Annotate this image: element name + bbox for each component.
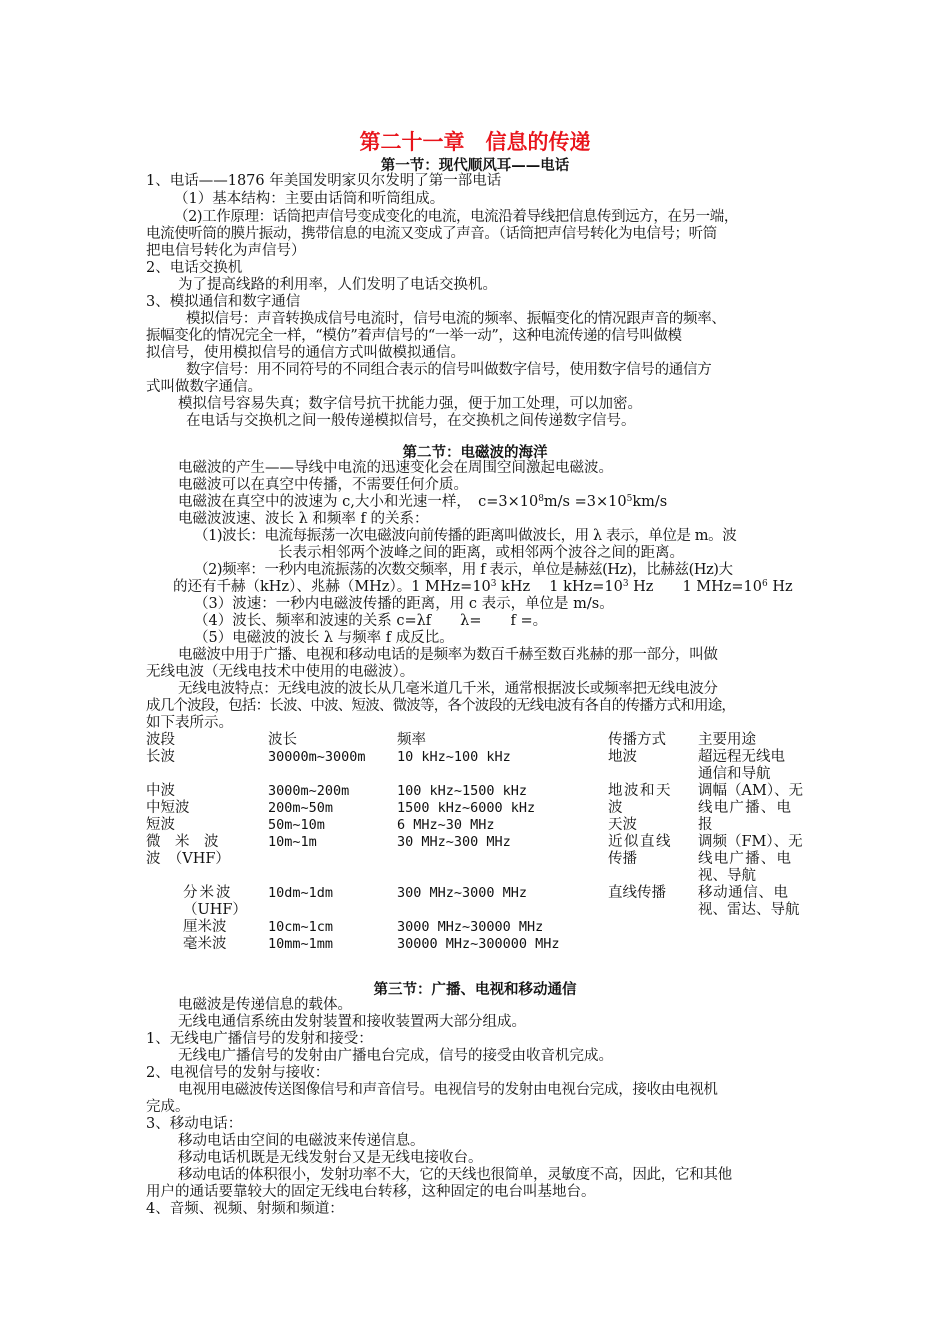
table-cell: 10cm~1cm [268,919,334,935]
table-cell: 50m~10m [268,817,325,833]
table-header: 频率 [397,732,426,748]
section-2-heading: 第二节：电磁波的海洋 [402,445,548,461]
table-cell: 地波和天 [608,783,672,799]
s1-line: 为了提高线路的利用率，人们发明了电话交换机。 [178,277,497,293]
table-cell: 视、导航 [698,868,756,884]
s1-line: 振幅变化的情况完全一样，“模仿”着声信号的“一举一动”，这种电流传递的信号叫做模 [146,328,682,344]
s3-line: 1、无线电广播信号的发射和接受： [146,1031,373,1047]
table-cell: （UHF） [183,902,247,918]
table-cell: 线电广播、电 [698,851,793,867]
s3-line: 4、音频、视频、射频和频道： [146,1201,344,1217]
table-cell: 30000m~3000m [268,749,366,765]
s2-line: 无线电波特点：无线电波的波长从几毫米道几千米，通常根据波长或频率把无线电波分 [178,681,718,697]
s2-line: （1)波长：电流每振荡一次电磁波向前传播的距离叫做波长，用 λ 表示，单位是 m。波 [194,528,737,544]
table-header: 波长 [268,732,297,748]
s3-line: 3、移动电话： [146,1116,243,1132]
table-cell: 地波 [608,749,637,765]
table-cell: 中短波 [146,800,190,816]
s3-line: 无线电广播信号的发射由广播电台完成，信号的接受由收音机完成。 [178,1048,613,1064]
s3-line: 无线电通信系统由发射装置和接收装置两大部分组成。 [178,1014,526,1030]
s1-line: 在电话与交换机之间一般传递模拟信号，在交换机之间传递数字信号。 [186,413,636,429]
table-cell: 调频（FM）、无 [698,834,803,850]
table-cell: 3000m~200m [268,783,350,799]
s1-line: 拟信号，使用模拟信号的通信方式叫做模拟通信。 [146,345,465,361]
table-cell: 100 kHz~1500 kHz [397,783,528,799]
table-cell: 调幅（AM）、无 [698,783,804,799]
s3-line: 2、电视信号的发射与接收： [146,1065,330,1081]
s1-line: 模拟信号容易失真；数字信号抗干扰能力强，便于加工处理，可以加密。 [178,396,642,412]
table-cell: 3000 MHz~30000 MHz [397,919,544,935]
table-cell: 线电广播、电 [698,800,793,816]
table-cell: 天波 [608,817,637,833]
s3-line: 移动电话机既是无线发射台又是无线电接收台。 [178,1150,483,1166]
table-cell: 波 （VHF） [146,851,230,867]
s2-line: 电磁波在真空中的波速为 c,大小和光速一样， $c=3\times 10^8m/s =3\times 10^5km/s$ [178,494,668,510]
table-cell: 移动通信、电 [698,885,789,901]
s1-line: 1、电话——1876 年美国发明家贝尔发明了第一部电话 [146,173,502,189]
section-3-heading: 第三节：广播、电视和移动通信 [373,982,577,998]
s3-line: 电磁波是传递信息的载体。 [178,997,352,1013]
s2-line: 电磁波波速、波长 λ 和频率 f 的关系： [178,511,429,527]
table-cell: 超远程无线电 [698,749,785,765]
s3-line: 用户的通话要靠较大的固定无线电台转移，这种固定的电台叫基地台。 [146,1184,596,1200]
s3-line: 完成。 [146,1099,190,1115]
table-header: 波段 [146,732,175,748]
s2-line: 无线电波（无线电技术中使用的电磁波）。 [146,664,415,680]
chapter-title: 第二十一章 信息的传递 [359,130,591,154]
s3-line: 移动电话由空间的电磁波来传递信息。 [178,1133,425,1149]
table-cell: 传播 [608,851,637,867]
table-cell: 10m~1m [268,834,317,850]
section-1-heading: 第一节：现代顺风耳——电话 [380,158,570,174]
s2-line: 长表示相邻两个波峰之间的距离，或相邻两个波谷之间的距离。 [278,545,684,561]
s2-line: 电磁波的产生——导线中电流的迅速变化会在周围空间激起电磁波。 [178,460,613,476]
s2-line: （3）波速：一秒内电磁波传播的距离，用 c 表示，单位是 m/s。 [194,596,614,612]
table-cell: 短波 [146,817,175,833]
table-cell: 微 米 波 [146,834,219,850]
table-cell: 6 MHz~30 MHz [397,817,495,833]
s2-line: 如下表所示。 [146,715,233,731]
s1-line: 2、电话交换机 [146,260,243,276]
s2-line: 的还有千赫（kHz）、兆赫（MHz）。1 $MHz=10^3$ kHz 1 $kHz=10^3$ Hz 1 $MHz=10^6$ Hz [173,579,793,595]
s2-line: （5）电磁波的波长 λ 与频率 f 成反比。 [194,630,454,646]
s1-line: 数字信号：用不同符号的不同组合表示的信号叫做数字信号，使用数字信号的通信方 [186,362,712,378]
s2-line: 成几个波段，包括：长波、中波、短波、微波等，各个波段的无线电波有各自的传播方式和用途， [146,698,736,714]
s1-line: 式叫做数字通信。 [146,379,262,395]
table-cell: 300 MHz~3000 MHz [397,885,528,901]
s2-line: （4）波长、频率和波速的关系 c=λf λ= f =。 [194,613,548,629]
table-cell: 近似直线 [608,834,672,850]
s1-line: 电流使听筒的膜片振动，携带信息的电流又变成了声音。（话筒把声信号转化为电信号；听筒 [146,226,717,242]
table-cell: 200m~50m [268,800,334,816]
table-cell: 30000 MHz~300000 MHz [397,936,560,952]
table-header: 主要用途 [698,732,756,748]
s3-line: 电视用电磁波传送图像信号和声音信号。电视信号的发射由电视台完成，接收由电视机 [178,1082,718,1098]
s1-line: （1）基本结构：主要由话筒和听筒组成。 [174,191,445,207]
table-cell: 通信和导航 [698,766,771,782]
table-cell: 视、雷达、导航 [698,902,800,918]
table-cell: 中波 [146,783,175,799]
table-header: 传播方式 [608,732,666,748]
s1-line: （2)工作原理：话筒把声信号变成变化的电流，电流沿着导线把信息传到远方，在另一端， [174,209,738,225]
table-cell: 1500 kHz~6000 kHz [397,800,536,816]
table-cell: 厘米波 [183,919,227,935]
table-cell: 10dm~1dm [268,885,334,901]
s2-line: （2)频率：一秒内电流振荡的次数交频率，用 f 表示，单位是赫兹(Hz)，比赫兹(Hz)大 [194,562,733,578]
table-cell: 长波 [146,749,175,765]
table-cell: 直线传播 [608,885,666,901]
s2-line: 电磁波中用于广播、电视和移动电话的是频率为数百千赫至数百兆赫的那一部分，叫做 [178,647,718,663]
s2-line: 电磁波可以在真空中传播，不需要任何介质。 [178,477,468,493]
table-cell: 波 [608,800,623,816]
table-cell: 10 kHz~100 kHz [397,749,511,765]
table-cell: 10mm~1mm [268,936,334,952]
table-cell: 分米波 [183,885,233,901]
s1-line: 模拟信号：声音转换成信号电流时，信号电流的频率、振幅变化的情况跟声音的频率、 [186,311,726,327]
table-cell: 30 MHz~300 MHz [397,834,511,850]
table-cell: 毫米波 [183,936,227,952]
s3-line: 移动电话的体积很小，发射功率不大，它的天线也很简单，灵敏度不高，因此，它和其他 [178,1167,732,1183]
table-cell: 报 [698,817,713,833]
s1-line: 3、模拟通信和数字通信 [146,294,301,310]
s1-line: 把电信号转化为声信号） [146,243,306,259]
